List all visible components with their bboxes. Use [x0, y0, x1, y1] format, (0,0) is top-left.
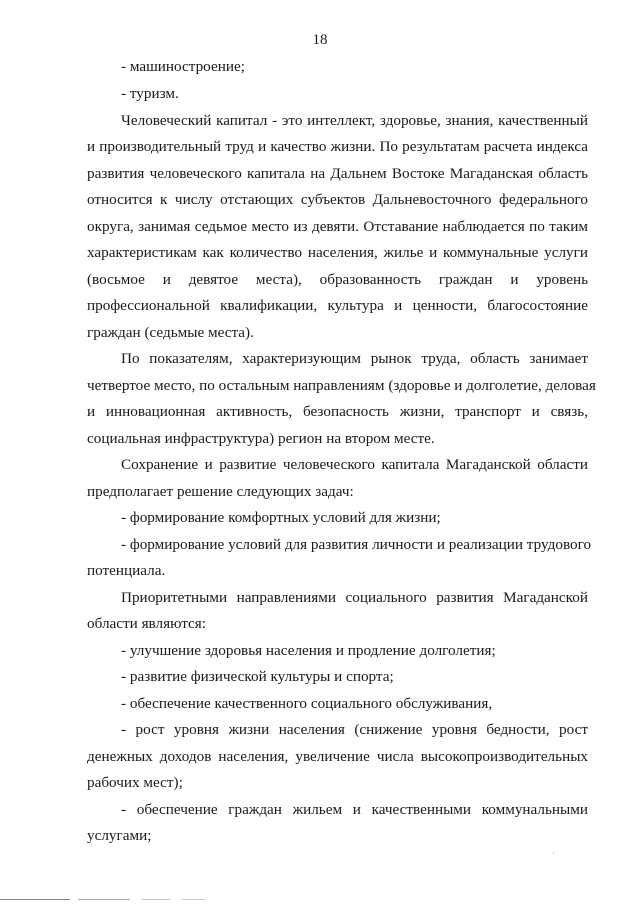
text-line: предполагает решение следующих задач: [87, 483, 354, 500]
text-line: области являются: [87, 615, 207, 632]
text-line: социальная инфраструктура) регион на втором месте. [87, 430, 435, 447]
scan-artifact [553, 852, 554, 854]
text-line: - развитие физической культуры и спорта; [121, 668, 394, 685]
text-line: - обеспечение качественного социального обслуживания, [121, 695, 493, 712]
text-line: относится к числу отстающих субъектов Дальневосточного федерального [87, 191, 588, 208]
page-number: 18 [312, 32, 328, 48]
text-line: - туризм. [121, 85, 179, 102]
text-line: потенциала. [87, 562, 166, 579]
text-line: - машиностроение; [121, 58, 245, 75]
text-line: округа, занимая седьмое место из девяти. Отставание наблюдается по таким [87, 218, 588, 235]
text-line: - рост уровня жизни населения (снижение уровня бедности, рост [121, 721, 588, 738]
text-line: Сохранение и развитие человеческого капитала Магаданской области [121, 456, 588, 473]
text-line: Человеческий капитал - это интеллект, здоровье, знания, качественный [121, 112, 588, 129]
text-line: денежных доходов населения, увеличение числа высокопроизводительных [87, 748, 588, 765]
text-line: - обеспечение граждан жильем и качественными коммунальными [121, 801, 588, 818]
text-line: - улучшение здоровья населения и продление долголетия; [121, 642, 496, 659]
text-line: услугами; [87, 827, 152, 844]
text-line: (восьмое и девятое места), образованность граждан и уровень [87, 271, 588, 288]
text-line: - формирование комфортных условий для жизни; [121, 509, 441, 526]
text-line: граждан (седьмые места). [87, 324, 254, 341]
scan-artifact [182, 899, 206, 900]
text-line: профессиональной квалификации, культура и ценности, благосостояние [87, 297, 588, 314]
text-line: характеристикам как количество населения, жилье и коммунальные услуги [87, 244, 588, 261]
text-line: - формирование условий для развития личности и реализации трудового [121, 536, 592, 553]
text-line: рабочих мест); [87, 774, 183, 791]
text-line: четвертое место, по остальным направлениям (здоровье и долголетие, деловая [87, 377, 596, 394]
scan-artifact [0, 899, 70, 900]
text-line: и производительный труд и качество жизни. По результатам расчета индекса [87, 138, 588, 155]
text-line: и инновационная активность, безопасность жизни, транспорт и связь, [87, 403, 588, 420]
scan-artifact [78, 899, 130, 900]
scan-artifact [142, 899, 170, 900]
text-line: развития человеческого капитала на Дальнем Востоке Магаданская область [87, 165, 588, 182]
text-line: Приоритетными направлениями социального развития Магаданской [121, 589, 588, 606]
text-line: По показателям, характеризующим рынок труда, область занимает [121, 350, 588, 367]
